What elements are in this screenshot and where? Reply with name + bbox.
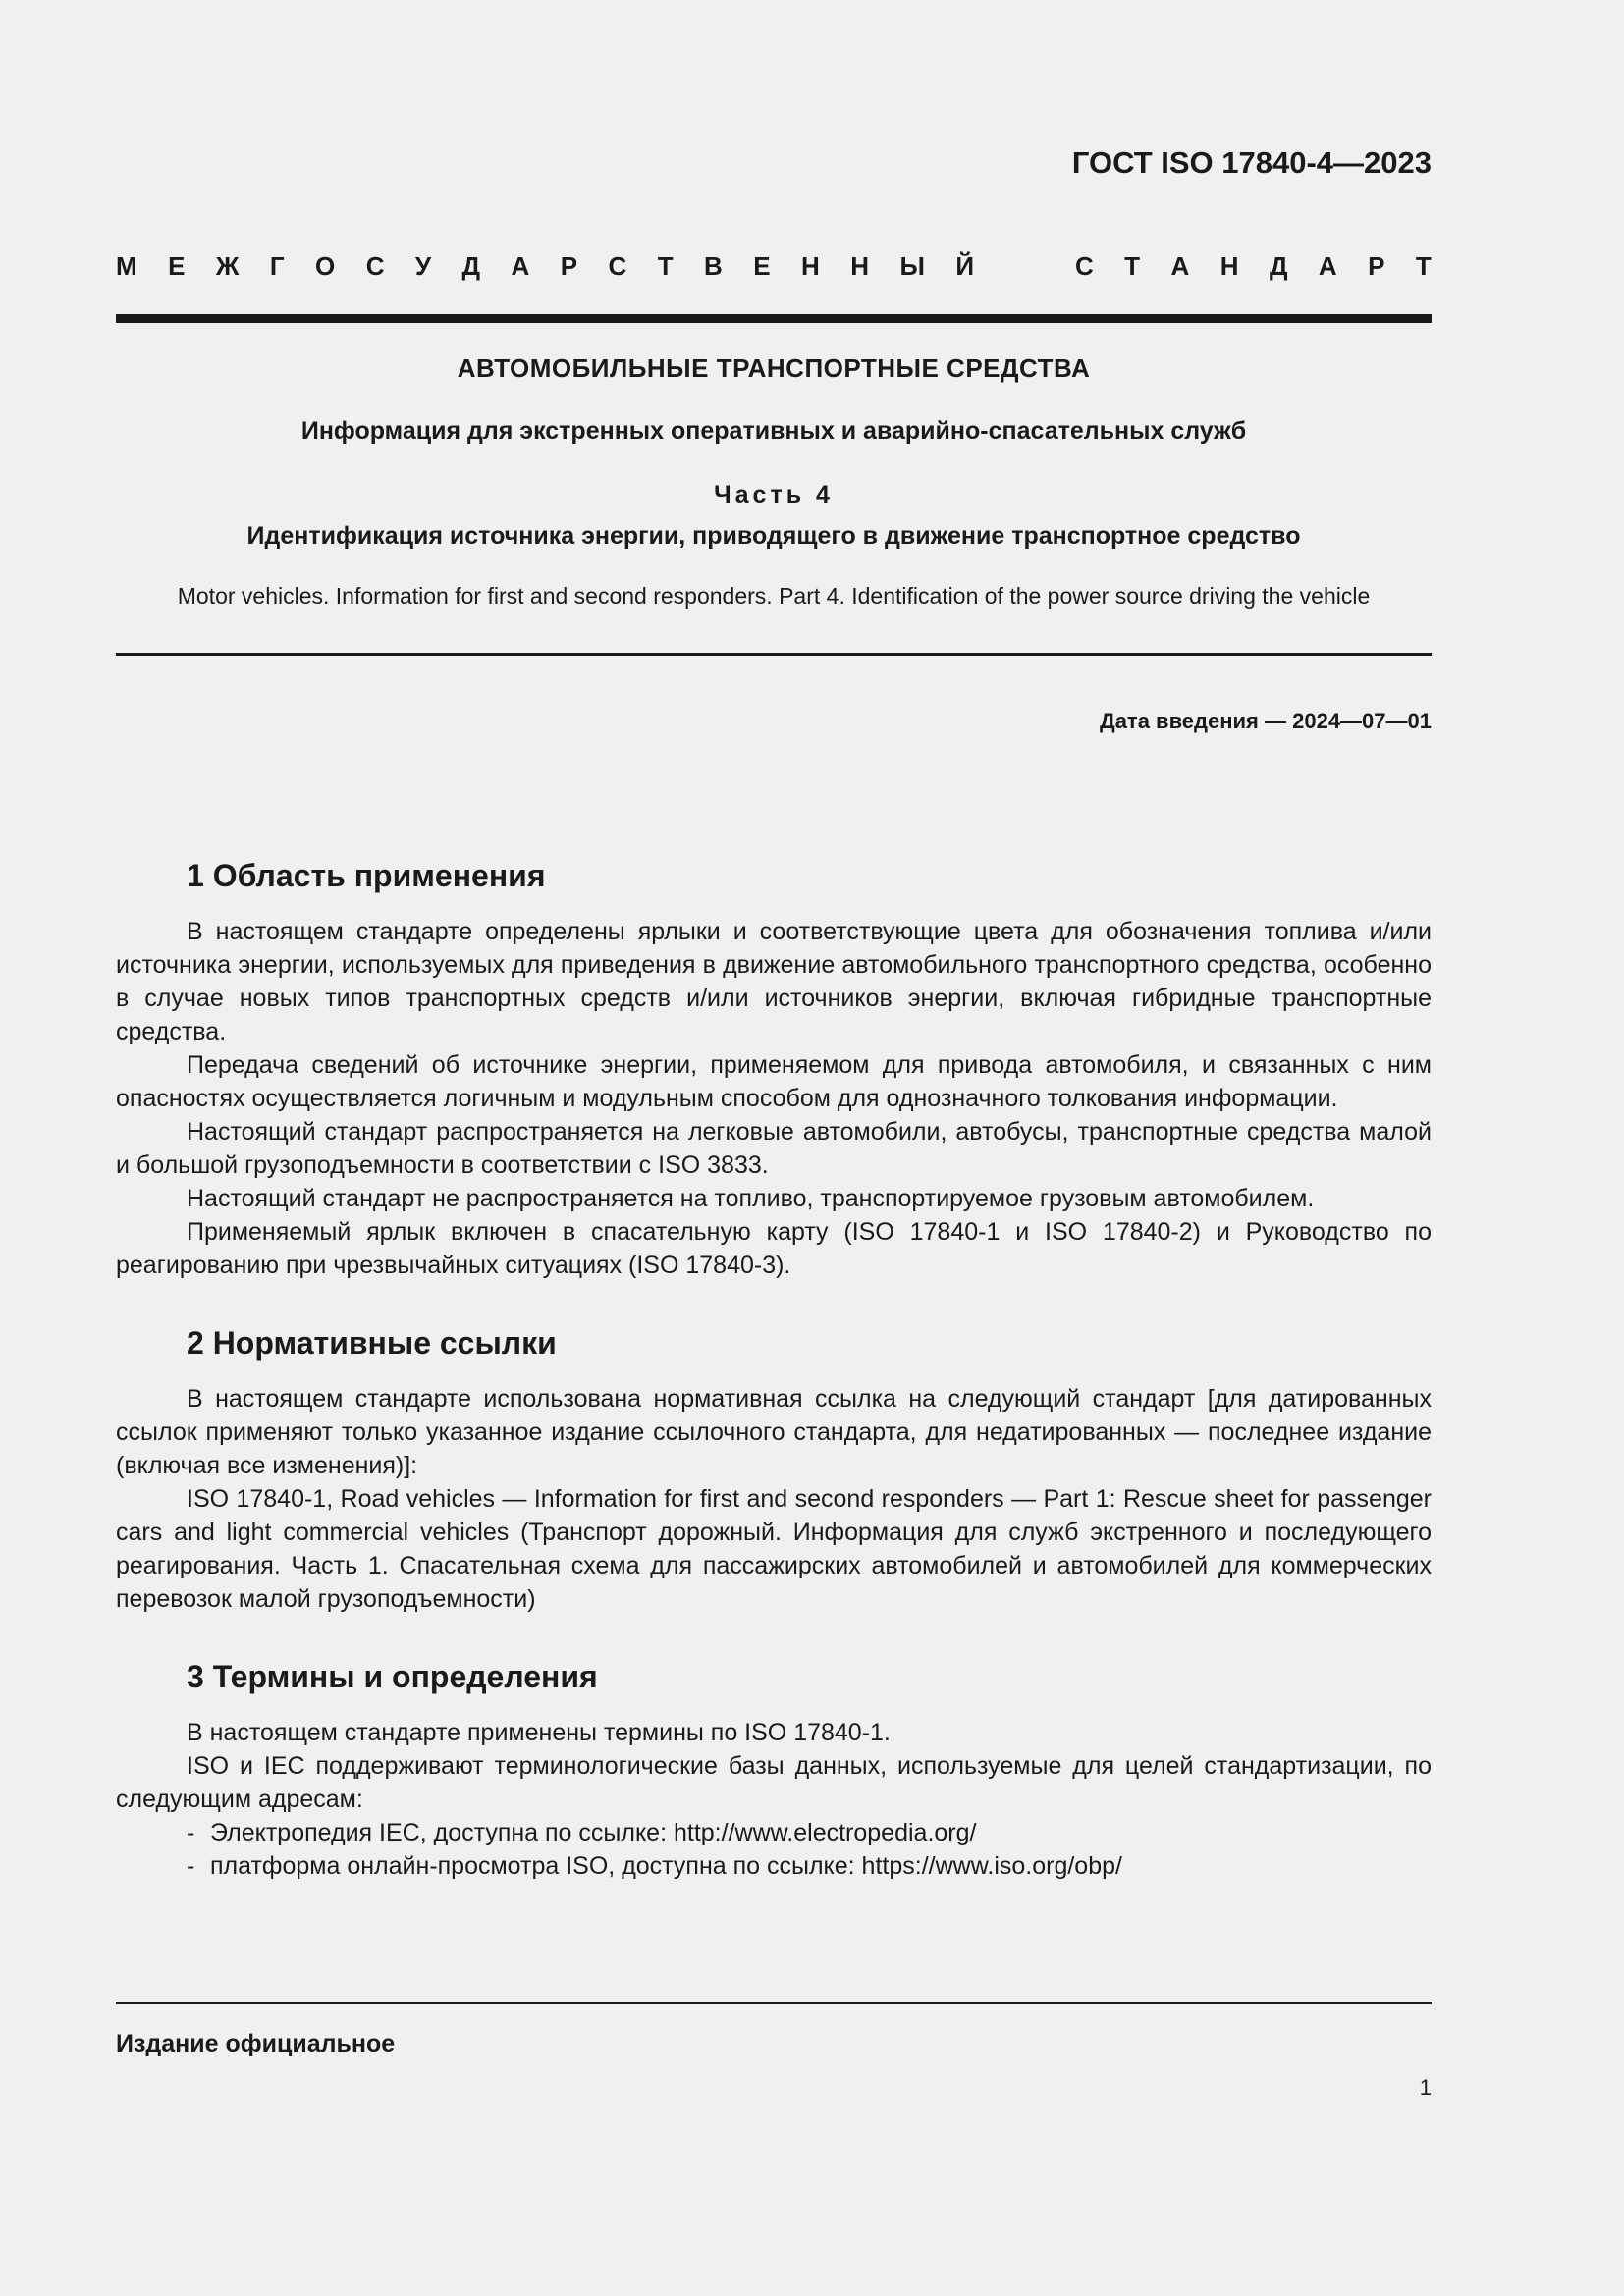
document-body: [116, 854, 1432, 1922]
letter: У: [414, 251, 432, 281]
section-terms-definitions: [116, 1655, 1432, 1883]
paragraph: ISO и IEC поддерживают терминологические базы данных, используемые для целей стандартизации, по следующим адресам:: [116, 1752, 1432, 1813]
list-item: [187, 1816, 1432, 1849]
footer-divider: [116, 2002, 1432, 2004]
letter: Е: [753, 251, 771, 281]
letter: Н: [1219, 251, 1239, 281]
letter: В: [704, 251, 723, 281]
paragraph: В настоящем стандарте использована нормативная ссылка на следующий стандарт [для датированных ссылок применяют только указанное издание ссылочного стандарта, для недатированных — последнее издание (включая все изменения)]:: [116, 1385, 1432, 1479]
letter: Н: [850, 251, 870, 281]
letter: Н: [801, 251, 820, 281]
list-item-text: платформа онлайн-просмотра ISO, доступна по ссылке: https://www.iso.org/obp/: [210, 1852, 1122, 1880]
paragraph: Применяемый ярлык включен в спасательную карту (ISO 17840-1 и ISO 17840-2) и Руководство по реагированию при чрезвычайных ситуациях (ISO 17840-3).: [116, 1218, 1432, 1279]
paragraph: Настоящий стандарт распространяется на легковые автомобили, автобусы, транспортные средства малой и большой грузоподъемности в соответствии с ISO 3833.: [116, 1118, 1432, 1179]
letter: О: [315, 251, 336, 281]
letter: Г: [269, 251, 285, 281]
letter: Д: [1269, 251, 1288, 281]
letter: Ы: [899, 251, 925, 281]
word-gap: [1005, 251, 1045, 282]
paragraph: Передача сведений об источнике энергии, применяемом для привода автомобиля, и связанных с ним опасностях осуществляется логичным и модульным способом для однозначного толкования информации.: [116, 1051, 1432, 1112]
letter: С: [365, 251, 385, 281]
interstate-standard-label: [116, 251, 1432, 282]
main-title: АВТОМОБИЛЬНЫЕ ТРАНСПОРТНЫЕ СРЕДСТВА: [457, 353, 1091, 383]
letter: А: [1170, 251, 1190, 281]
letter: М: [116, 251, 137, 281]
section-normative-references: [116, 1321, 1432, 1616]
dash-bullet: -: [187, 1852, 195, 1880]
list-item: [187, 1849, 1432, 1883]
part-title: Идентификация источника энергии, приводящего в движение транспортное средство: [246, 522, 1301, 550]
subtitle: Информация для экстренных оперативных и аварийно-спасательных служб: [300, 417, 1247, 445]
letter: С: [1074, 251, 1094, 281]
letter: С: [608, 251, 627, 281]
letter: Р: [1368, 251, 1385, 281]
page-number: 1: [1419, 2075, 1432, 2100]
letter: Р: [560, 251, 578, 281]
paragraph: Настоящий стандарт не распространяется на топливо, транспортируемое грузовым автомобилем.: [187, 1185, 1315, 1212]
letter: Д: [461, 251, 481, 281]
section-heading: 2 Нормативные ссылки: [187, 1325, 557, 1361]
official-edition-label: Издание официальное: [116, 2030, 396, 2057]
dash-bullet: -: [187, 1819, 195, 1846]
document-code: ГОСТ ISO 17840-4—2023: [1071, 145, 1432, 180]
part-number: Часть 4: [714, 481, 834, 508]
section-heading: 1 Область применения: [187, 858, 546, 893]
letter: Т: [1415, 251, 1432, 281]
list-item-text: Электропедия IEC, доступна по ссылке: http://www.electropedia.org/: [210, 1819, 977, 1846]
section-heading: 3 Термины и определения: [187, 1659, 598, 1694]
paragraph: В настоящем стандарте применены термины по ISO 17840-1.: [187, 1719, 891, 1746]
section-scope: [116, 854, 1432, 1282]
thick-divider: [116, 314, 1432, 323]
letter: Ж: [215, 251, 240, 281]
letter: Т: [1124, 251, 1141, 281]
effective-date: Дата введения — 2024—07—01: [1100, 709, 1432, 733]
letter: А: [1318, 251, 1337, 281]
letter: Т: [657, 251, 674, 281]
paragraph: ISO 17840-1, Road vehicles — Information for first and second responders — Part 1: Rescue sheet for passenger cars and light commercial vehicles (Транспорт дорожный. Информация для служб экстренного и последующего реагирования. Часть 1. Спасательная схема для пассажирских автомобилей и автомобилей для коммерческих перевозок малой грузоподъемности): [116, 1485, 1432, 1613]
thin-divider: [116, 653, 1432, 656]
paragraph: В настоящем стандарте определены ярлыки и соответствующие цвета для обозначения топлива и/или источника энергии, используемых для приведения в движение автомобильного транспортного средства, особенно в случае новых типов транспортных средств и/или источников энергии, включая гибридные транспортные средства.: [116, 918, 1432, 1045]
letter: Е: [168, 251, 186, 281]
letter: Й: [955, 251, 975, 281]
english-title: Motor vehicles. Information for first and second responders. Part 4. Identification of the power source driving the vehicle: [177, 583, 1371, 609]
letter: А: [511, 251, 530, 281]
